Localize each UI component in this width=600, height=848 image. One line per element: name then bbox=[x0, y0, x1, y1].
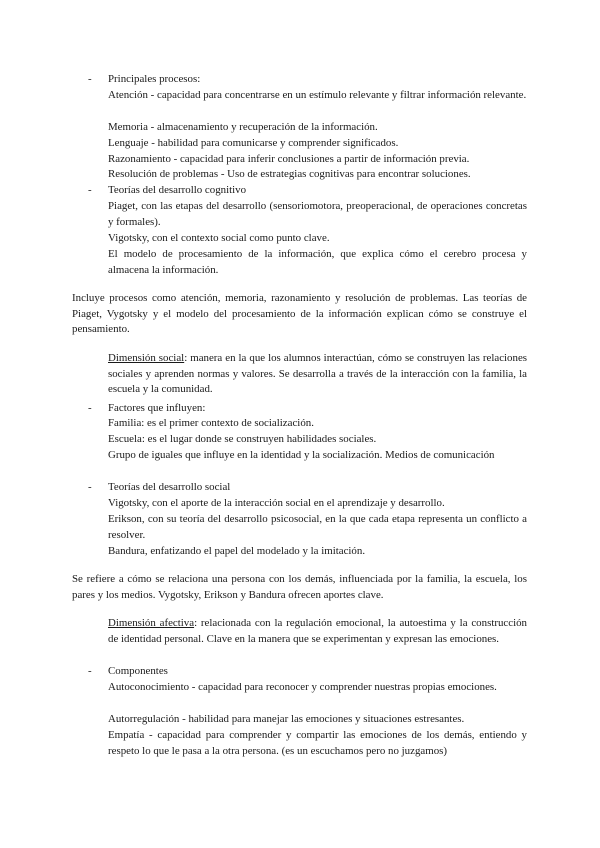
bullet-label: Teorías del desarrollo cognitivo bbox=[108, 184, 247, 196]
factor-grupo: Grupo de iguales que influye en la identidad y la socialización. Medios de comunicación bbox=[108, 449, 495, 461]
teoria-vigotsky: Vigotsky, con el contexto social como punto clave. bbox=[108, 232, 330, 244]
bullet-label: Teorías del desarrollo social bbox=[108, 481, 231, 493]
proceso-razonamiento: Razonamiento - capacidad para inferir conclusiones a partir de información previa. bbox=[108, 153, 470, 165]
teoria-piaget: Piaget, con las etapas del desarrollo (sensoriomotora, preoperacional, de operaciones concretas y formales). bbox=[108, 200, 527, 228]
factor-escuela: Escuela: es el lugar donde se construyen habilidades sociales. bbox=[108, 433, 377, 445]
componente-autorregulacion: Autorregulación - habilidad para manejar las emociones y situaciones estresantes. bbox=[108, 713, 465, 725]
bullet-teorias-social bbox=[88, 480, 528, 496]
bullet-factores bbox=[88, 401, 528, 417]
componente-empatia: Empatía - capacidad para comprender y compartir las emociones de los demás, entiendo y respeto lo que le pasa a la otra persona. (es un escuchamos pero no juzgamos) bbox=[108, 729, 527, 757]
teoria-erikson: Erikson, con su teoría del desarrollo psicosocial, en la que cada etapa representa un conflicto a resolver. bbox=[108, 513, 527, 541]
bullet-teorias-cognitivo bbox=[88, 183, 528, 199]
bullet-dash: - bbox=[88, 73, 92, 85]
summary-social: Se refiere a cómo se relaciona una persona con los demás, influenciada por la familia, la escuela, los pares y los medios. Vygotsky, Erikson y Bandura ofrecen aportes clave. bbox=[72, 573, 527, 601]
proceso-lenguaje: Lenguaje - habilidad para comunicarse y comprender significados. bbox=[108, 137, 399, 149]
teoria-bandura: Bandura, enfatizando el papel del modelado y la imitación. bbox=[108, 545, 366, 557]
bullet-label: Componentes bbox=[108, 665, 168, 677]
definicion-social bbox=[108, 351, 527, 398]
bullet-principales-procesos bbox=[88, 72, 528, 88]
definicion-afectiva bbox=[108, 616, 527, 647]
proceso-atencion: Atención - capacidad para concentrarse en un estímulo relevante y filtrar información relevante. bbox=[108, 89, 527, 101]
factor-familia: Familia: es el primer contexto de socialización. bbox=[108, 417, 314, 429]
heading-dimension-social: Dimensión social bbox=[108, 352, 185, 364]
componente-autoconocimiento: Autoconocimiento - capacidad para reconocer y comprender nuestras propias emociones. bbox=[108, 681, 497, 693]
teoria-vigotsky-social: Vigotsky, con el aporte de la interacción social en el aprendizaje y desarrollo. bbox=[108, 497, 445, 509]
bullet-label: Principales procesos: bbox=[108, 73, 201, 85]
definicion-afectiva-text: : relacionada con la regulación emocional, la autoestima y la construcción de identidad personal. Clave en la manera que se experimentan y expresan las emociones. bbox=[108, 617, 527, 645]
bullet-dash: - bbox=[88, 665, 92, 677]
teoria-procesamiento: El modelo de procesamiento de la información, que explica cómo el cerebro procesa y almacena la información. bbox=[108, 248, 527, 276]
proceso-resolucion: Resolución de problemas - Uso de estrategias cognitivas para encontrar soluciones. bbox=[108, 168, 471, 180]
proceso-memoria: Memoria - almacenamiento y recuperación de la información. bbox=[108, 121, 378, 133]
bullet-label: Factores que influyen: bbox=[108, 402, 206, 414]
definicion-social-text: : manera en la que los alumnos interactúan, cómo se construyen las relaciones sociales y aprenden normas y valores. Se desarrolla a través de la interacción con la familia, la escuela y la comunidad. bbox=[108, 352, 528, 396]
bullet-componentes bbox=[88, 664, 528, 680]
bullet-dash: - bbox=[88, 184, 92, 196]
bullet-dash: - bbox=[88, 481, 92, 493]
summary-cognitivo: Incluye procesos como atención, memoria, razonamiento y resolución de problemas. Las teorías de Piaget, Vygotsky y el modelo del procesamiento de la información explican cómo se construye el pensamiento. bbox=[72, 292, 527, 336]
bullet-dash: - bbox=[88, 402, 92, 414]
heading-dimension-afectiva: Dimensión afectiva bbox=[108, 617, 195, 629]
